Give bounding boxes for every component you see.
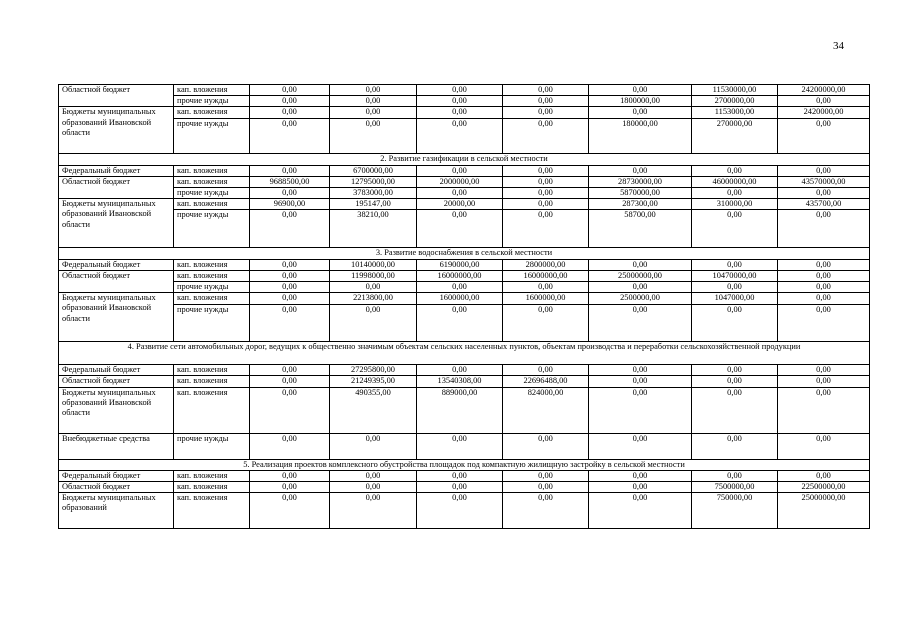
table-row xyxy=(59,482,870,493)
value-cell: 0,00 xyxy=(330,482,417,493)
value-cell: 0,00 xyxy=(589,165,692,176)
value-cell: 0,00 xyxy=(778,165,870,176)
table-row xyxy=(59,210,870,248)
value-cell: 0,00 xyxy=(692,433,778,459)
funding-source-cell: Бюджеты муниципальных образований Ивановской области xyxy=(59,293,174,342)
expense-type-cell: кап. вложения xyxy=(174,365,250,376)
value-cell: 0,00 xyxy=(417,188,503,199)
value-cell: 0,00 xyxy=(503,433,589,459)
value-cell: 0,00 xyxy=(250,433,330,459)
funding-source-cell: Внебюджетные средства xyxy=(59,433,174,459)
expense-type-cell: кап. вложения xyxy=(174,107,250,119)
value-cell: 0,00 xyxy=(692,165,778,176)
value-cell: 0,00 xyxy=(330,305,417,342)
value-cell: 0,00 xyxy=(330,433,417,459)
funding-source-cell: Областной бюджет xyxy=(59,376,174,387)
value-cell: 43570000,00 xyxy=(778,176,870,187)
expense-type-cell: прочие нужды xyxy=(174,305,250,342)
value-cell: 0,00 xyxy=(330,119,417,154)
value-cell: 0,00 xyxy=(250,85,330,96)
value-cell: 96900,00 xyxy=(250,199,330,210)
value-cell: 0,00 xyxy=(778,282,870,293)
funding-source-cell: Областной бюджет xyxy=(59,176,174,198)
section-title: 4. Развитие сети автомобильных дорог, ведущих к общественно значимым объектам сельских населенных пунктов, объектам производства и переработки сельскохозяйственной продукции xyxy=(59,342,870,365)
value-cell: 46000000,00 xyxy=(692,176,778,187)
value-cell: 0,00 xyxy=(589,493,692,529)
value-cell: 0,00 xyxy=(778,259,870,270)
expense-type-cell: кап. вложения xyxy=(174,470,250,481)
value-cell: 0,00 xyxy=(692,210,778,248)
value-cell: 824000,00 xyxy=(503,387,589,433)
value-cell: 13540308,00 xyxy=(417,376,503,387)
expense-type-cell: кап. вложения xyxy=(174,199,250,210)
value-cell: 1153000,00 xyxy=(692,107,778,119)
funding-source-cell: Федеральный бюджет xyxy=(59,259,174,270)
table-row xyxy=(59,188,870,199)
value-cell: 0,00 xyxy=(503,282,589,293)
section-row xyxy=(59,459,870,470)
value-cell: 0,00 xyxy=(417,119,503,154)
value-cell: 0,00 xyxy=(503,85,589,96)
value-cell: 27295800,00 xyxy=(330,365,417,376)
value-cell: 195147,00 xyxy=(330,199,417,210)
value-cell: 0,00 xyxy=(250,482,330,493)
value-cell: 0,00 xyxy=(330,96,417,107)
value-cell: 0,00 xyxy=(250,282,330,293)
value-cell: 0,00 xyxy=(778,470,870,481)
value-cell: 0,00 xyxy=(692,387,778,433)
value-cell: 0,00 xyxy=(417,433,503,459)
expense-type-cell: кап. вложения xyxy=(174,493,250,529)
value-cell: 0,00 xyxy=(250,270,330,281)
value-cell: 16000000,00 xyxy=(503,270,589,281)
value-cell: 0,00 xyxy=(778,293,870,305)
value-cell: 7500000,00 xyxy=(692,482,778,493)
table-body xyxy=(59,85,870,529)
value-cell: 10470000,00 xyxy=(692,270,778,281)
expense-type-cell: кап. вложения xyxy=(174,259,250,270)
value-cell: 0,00 xyxy=(692,305,778,342)
value-cell: 0,00 xyxy=(503,470,589,481)
value-cell: 0,00 xyxy=(778,387,870,433)
value-cell: 0,00 xyxy=(250,188,330,199)
funding-source-cell: Федеральный бюджет xyxy=(59,165,174,176)
table-row xyxy=(59,493,870,529)
value-cell: 0,00 xyxy=(417,282,503,293)
value-cell: 0,00 xyxy=(417,165,503,176)
value-cell: 0,00 xyxy=(692,259,778,270)
funding-source-cell: Бюджеты муниципальных образований Ивановской области xyxy=(59,107,174,154)
value-cell: 0,00 xyxy=(503,365,589,376)
table-row xyxy=(59,305,870,342)
value-cell: 0,00 xyxy=(589,376,692,387)
value-cell: 490355,00 xyxy=(330,387,417,433)
value-cell: 1600000,00 xyxy=(417,293,503,305)
value-cell: 0,00 xyxy=(250,259,330,270)
expense-type-cell: кап. вложения xyxy=(174,176,250,187)
value-cell: 0,00 xyxy=(503,107,589,119)
value-cell: 0,00 xyxy=(778,433,870,459)
table-row xyxy=(59,96,870,107)
value-cell: 3783000,00 xyxy=(330,188,417,199)
value-cell: 180000,00 xyxy=(589,119,692,154)
value-cell: 0,00 xyxy=(503,493,589,529)
value-cell: 0,00 xyxy=(503,199,589,210)
value-cell: 0,00 xyxy=(417,107,503,119)
value-cell: 0,00 xyxy=(503,165,589,176)
value-cell: 0,00 xyxy=(330,470,417,481)
value-cell: 270000,00 xyxy=(692,119,778,154)
expense-type-cell: кап. вложения xyxy=(174,293,250,305)
value-cell: 25000000,00 xyxy=(778,493,870,529)
funding-source-cell: Областной бюджет xyxy=(59,270,174,292)
expense-type-cell: кап. вложения xyxy=(174,376,250,387)
value-cell: 0,00 xyxy=(330,493,417,529)
value-cell: 0,00 xyxy=(250,119,330,154)
value-cell: 0,00 xyxy=(589,482,692,493)
section-row xyxy=(59,154,870,165)
value-cell: 0,00 xyxy=(778,365,870,376)
value-cell: 0,00 xyxy=(589,259,692,270)
value-cell: 25000000,00 xyxy=(589,270,692,281)
value-cell: 0,00 xyxy=(330,282,417,293)
value-cell: 0,00 xyxy=(250,305,330,342)
value-cell: 0,00 xyxy=(589,433,692,459)
value-cell: 287300,00 xyxy=(589,199,692,210)
value-cell: 11530000,00 xyxy=(692,85,778,96)
expense-type-cell: прочие нужды xyxy=(174,188,250,199)
section-row xyxy=(59,342,870,365)
funding-source-cell: Областной бюджет xyxy=(59,482,174,493)
value-cell: 0,00 xyxy=(250,293,330,305)
table-row xyxy=(59,199,870,210)
value-cell: 0,00 xyxy=(778,305,870,342)
funding-source-cell: Федеральный бюджет xyxy=(59,470,174,481)
table-row xyxy=(59,387,870,433)
value-cell: 0,00 xyxy=(589,470,692,481)
value-cell: 0,00 xyxy=(330,107,417,119)
expense-type-cell: кап. вложения xyxy=(174,270,250,281)
table-row xyxy=(59,85,870,96)
value-cell: 0,00 xyxy=(778,96,870,107)
expense-type-cell: кап. вложения xyxy=(174,85,250,96)
value-cell: 2420000,00 xyxy=(778,107,870,119)
table-row xyxy=(59,376,870,387)
expense-type-cell: прочие нужды xyxy=(174,282,250,293)
value-cell: 0,00 xyxy=(250,376,330,387)
value-cell: 1800000,00 xyxy=(589,96,692,107)
value-cell: 0,00 xyxy=(250,165,330,176)
value-cell: 750000,00 xyxy=(692,493,778,529)
section-title: 2. Развитие газификации в сельской местности xyxy=(59,154,870,165)
value-cell: 0,00 xyxy=(503,176,589,187)
value-cell: 0,00 xyxy=(503,188,589,199)
value-cell: 20000,00 xyxy=(417,199,503,210)
table-row xyxy=(59,176,870,187)
value-cell: 0,00 xyxy=(692,365,778,376)
value-cell: 21249395,00 xyxy=(330,376,417,387)
value-cell: 0,00 xyxy=(417,470,503,481)
value-cell: 2000000,00 xyxy=(417,176,503,187)
value-cell: 0,00 xyxy=(778,188,870,199)
funding-source-cell: Федеральный бюджет xyxy=(59,365,174,376)
value-cell: 0,00 xyxy=(417,85,503,96)
funding-source-cell: Бюджеты муниципальных образований Ивановской области xyxy=(59,387,174,433)
value-cell: 0,00 xyxy=(330,85,417,96)
value-cell: 6190000,00 xyxy=(417,259,503,270)
table-row xyxy=(59,270,870,281)
value-cell: 0,00 xyxy=(503,210,589,248)
table-row xyxy=(59,119,870,154)
value-cell: 0,00 xyxy=(417,365,503,376)
value-cell: 0,00 xyxy=(589,107,692,119)
value-cell: 889000,00 xyxy=(417,387,503,433)
expense-type-cell: кап. вложения xyxy=(174,482,250,493)
expense-type-cell: прочие нужды xyxy=(174,433,250,459)
value-cell: 5870000,00 xyxy=(589,188,692,199)
value-cell: 0,00 xyxy=(250,493,330,529)
value-cell: 6700000,00 xyxy=(330,165,417,176)
table-row xyxy=(59,165,870,176)
value-cell: 22500000,00 xyxy=(778,482,870,493)
value-cell: 2500000,00 xyxy=(589,293,692,305)
value-cell: 58700,00 xyxy=(589,210,692,248)
value-cell: 0,00 xyxy=(503,96,589,107)
value-cell: 2800000,00 xyxy=(503,259,589,270)
value-cell: 9688500,00 xyxy=(250,176,330,187)
table-row xyxy=(59,365,870,376)
value-cell: 0,00 xyxy=(778,270,870,281)
value-cell: 1600000,00 xyxy=(503,293,589,305)
value-cell: 0,00 xyxy=(250,96,330,107)
table-row xyxy=(59,282,870,293)
value-cell: 0,00 xyxy=(692,470,778,481)
value-cell: 10140000,00 xyxy=(330,259,417,270)
value-cell: 0,00 xyxy=(417,210,503,248)
value-cell: 12795000,00 xyxy=(330,176,417,187)
value-cell: 0,00 xyxy=(778,119,870,154)
table-row xyxy=(59,433,870,459)
expense-type-cell: прочие нужды xyxy=(174,119,250,154)
value-cell: 0,00 xyxy=(417,96,503,107)
expense-type-cell: прочие нужды xyxy=(174,210,250,248)
value-cell: 0,00 xyxy=(589,85,692,96)
funding-source-cell: Бюджеты муниципальных образований xyxy=(59,493,174,529)
value-cell: 0,00 xyxy=(417,305,503,342)
value-cell: 0,00 xyxy=(778,210,870,248)
value-cell: 0,00 xyxy=(250,365,330,376)
value-cell: 1047000,00 xyxy=(692,293,778,305)
value-cell: 0,00 xyxy=(503,482,589,493)
value-cell: 24200000,00 xyxy=(778,85,870,96)
value-cell: 0,00 xyxy=(503,119,589,154)
value-cell: 2213800,00 xyxy=(330,293,417,305)
value-cell: 0,00 xyxy=(503,305,589,342)
expense-type-cell: кап. вложения xyxy=(174,165,250,176)
value-cell: 38210,00 xyxy=(330,210,417,248)
value-cell: 11998000,00 xyxy=(330,270,417,281)
value-cell: 0,00 xyxy=(250,387,330,433)
page-number: 34 xyxy=(833,40,844,52)
section-title: 5. Реализация проектов комплексного обустройства площадок под компактную жилищную застройку в сельской местности xyxy=(59,459,870,470)
value-cell: 0,00 xyxy=(692,376,778,387)
budget-table xyxy=(58,84,870,529)
value-cell: 0,00 xyxy=(589,387,692,433)
table-row xyxy=(59,107,870,119)
value-cell: 0,00 xyxy=(250,210,330,248)
value-cell: 0,00 xyxy=(692,282,778,293)
value-cell: 0,00 xyxy=(417,482,503,493)
table-row xyxy=(59,293,870,305)
section-title: 3. Развитие водоснабжения в сельской местности xyxy=(59,248,870,259)
value-cell: 310000,00 xyxy=(692,199,778,210)
value-cell: 22696488,00 xyxy=(503,376,589,387)
value-cell: 2700000,00 xyxy=(692,96,778,107)
funding-source-cell: Бюджеты муниципальных образований Ивановской области xyxy=(59,199,174,248)
value-cell: 0,00 xyxy=(589,365,692,376)
value-cell: 0,00 xyxy=(778,376,870,387)
section-row xyxy=(59,248,870,259)
value-cell: 0,00 xyxy=(250,107,330,119)
value-cell: 0,00 xyxy=(692,188,778,199)
table-row xyxy=(59,259,870,270)
table-row xyxy=(59,470,870,481)
value-cell: 16000000,00 xyxy=(417,270,503,281)
value-cell: 0,00 xyxy=(589,305,692,342)
value-cell: 0,00 xyxy=(417,493,503,529)
value-cell: 0,00 xyxy=(589,282,692,293)
value-cell: 435700,00 xyxy=(778,199,870,210)
expense-type-cell: прочие нужды xyxy=(174,96,250,107)
value-cell: 0,00 xyxy=(250,470,330,481)
value-cell: 28730000,00 xyxy=(589,176,692,187)
expense-type-cell: кап. вложения xyxy=(174,387,250,433)
funding-source-cell: Областной бюджет xyxy=(59,85,174,107)
